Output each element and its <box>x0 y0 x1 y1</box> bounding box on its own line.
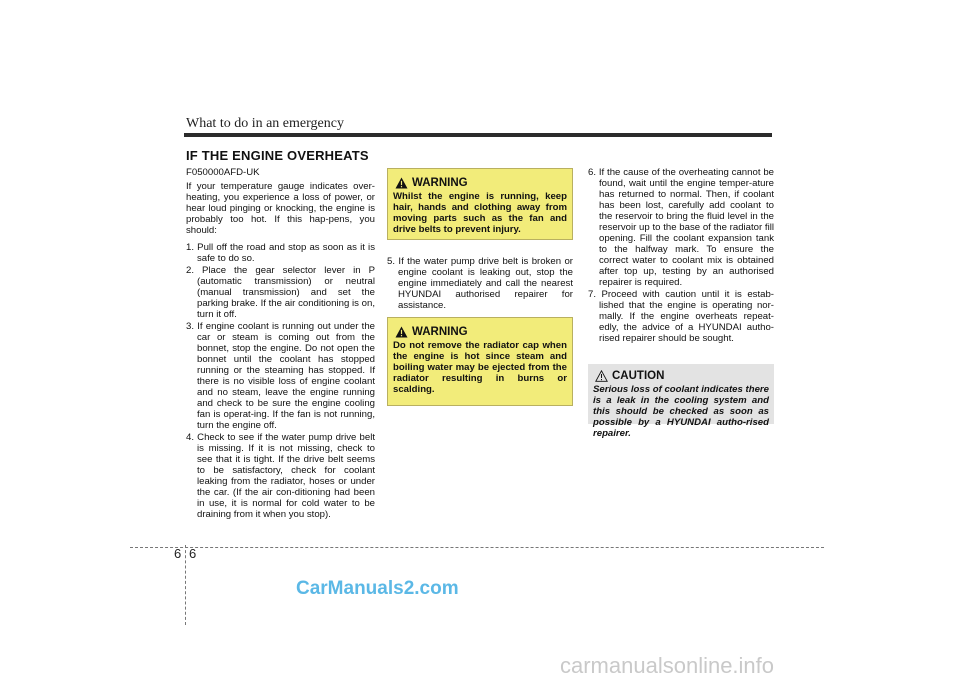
section-title: IF THE ENGINE OVERHEATS <box>186 148 369 163</box>
warning-box-2-title: WARNING <box>412 326 468 338</box>
step-7: 7. Proceed with caution until it is estab-lished that the engine is operating nor-mally. If the engine overheats repeat-edly, the advice of a HYUNDAI autho-rised repairer should be sought. <box>588 289 774 344</box>
steps-list-right <box>588 167 774 344</box>
header-rule <box>184 133 772 137</box>
steps-list-left <box>186 242 375 520</box>
warning-box-1 <box>387 168 573 240</box>
column-right <box>588 167 774 345</box>
warning-box-1-header <box>395 177 567 189</box>
page-number: 6 <box>189 546 197 561</box>
chapter-number: 6 <box>174 546 182 561</box>
column-left <box>186 167 375 521</box>
warning-triangle-icon <box>395 326 408 338</box>
warning-box-2-header <box>395 326 567 338</box>
caution-box-text: Serious loss of coolant indicates there is a leak in the cooling system and this should be checked as soon as possible by a HYUNDAI autho-rised repairer. <box>593 384 769 439</box>
footer-vertical-rule <box>185 545 186 625</box>
step-6: 6. If the cause of the overheating cannot be found, wait until the engine temper-ature has returned to normal. Then, if coolant has been lost, carefully add coolant to the reservoir to bring the fluid level in the reservoir up to the base of the radiator fill opening. Fill the coolant expansion tank to the halfway mark. To ensure the correct water to coolant mix is obtained after top up, testing by an authorised repairer is required. <box>588 167 774 288</box>
step-2: 2. Place the gear selector lever in P (automatic transmission) or neutral (manual transmission) and set the parking brake. If the air conditioning is on, turn it off. <box>186 265 375 320</box>
intro-text: If your temperature gauge indicates over-heating, you experience a loss of power, or hear loud pinging or knocking, the engine is probably too hot. If this hap-pens, you should: <box>186 181 375 236</box>
warning-box-2-text: Do not remove the radiator cap when the engine is hot since steam and boiling water may be ejected from the radiator resulting in burns or scalding. <box>393 340 567 395</box>
step-4: 4. Check to see if the water pump drive belt is missing. If it is not missing, check to see that it is tight. If the drive belt seems to be satisfactory, check for coolant leaking from the radiator, hoses or under the car. (If the air con-ditioning had been in use, it is normal for cold water to be draining from it when you stop). <box>186 432 375 520</box>
watermark-carmanualsonline: carmanualsonline.info <box>560 653 775 678</box>
caution-box <box>588 364 774 439</box>
warning-box-1-text: Whilst the engine is running, keep hair, hands and clothing away from moving parts such as the fan and drive belts to prevent injury. <box>393 191 567 235</box>
warning-box-1-title: WARNING <box>412 177 468 189</box>
step-3: 3. If engine coolant is running out under the car or steam is coming out from the bonnet, stop the engine. Do not open the bonnet until the coolant has stopped running or the steaming has stopped. If there is no visible loss of engine coolant and no steam, leave the engine running and check to be sure the engine cooling fan is operat-ing. If the fan is not running, turn the engine off. <box>186 321 375 431</box>
step-5: 5. If the water pump drive belt is broken or engine coolant is leaking out, stop the engine immediately and call the nearest HYUNDAI authorised repairer for assistance. <box>387 256 573 311</box>
footer-dashed-rule <box>130 547 824 548</box>
step-1: 1. Pull off the road and stop as soon as it is safe to do so. <box>186 242 375 264</box>
caution-box-header <box>595 370 769 382</box>
caution-box-title: CAUTION <box>612 370 665 382</box>
header-title: What to do in an emergency <box>186 116 344 131</box>
warning-triangle-icon <box>395 177 408 189</box>
caution-triangle-icon <box>595 370 608 382</box>
section-code: F050000AFD-UK <box>186 167 260 178</box>
warning-box-2 <box>387 317 573 406</box>
steps-list-middle <box>387 256 573 311</box>
watermark-carmanuals2: CarManuals2.com <box>296 578 459 599</box>
column-middle <box>387 256 573 312</box>
